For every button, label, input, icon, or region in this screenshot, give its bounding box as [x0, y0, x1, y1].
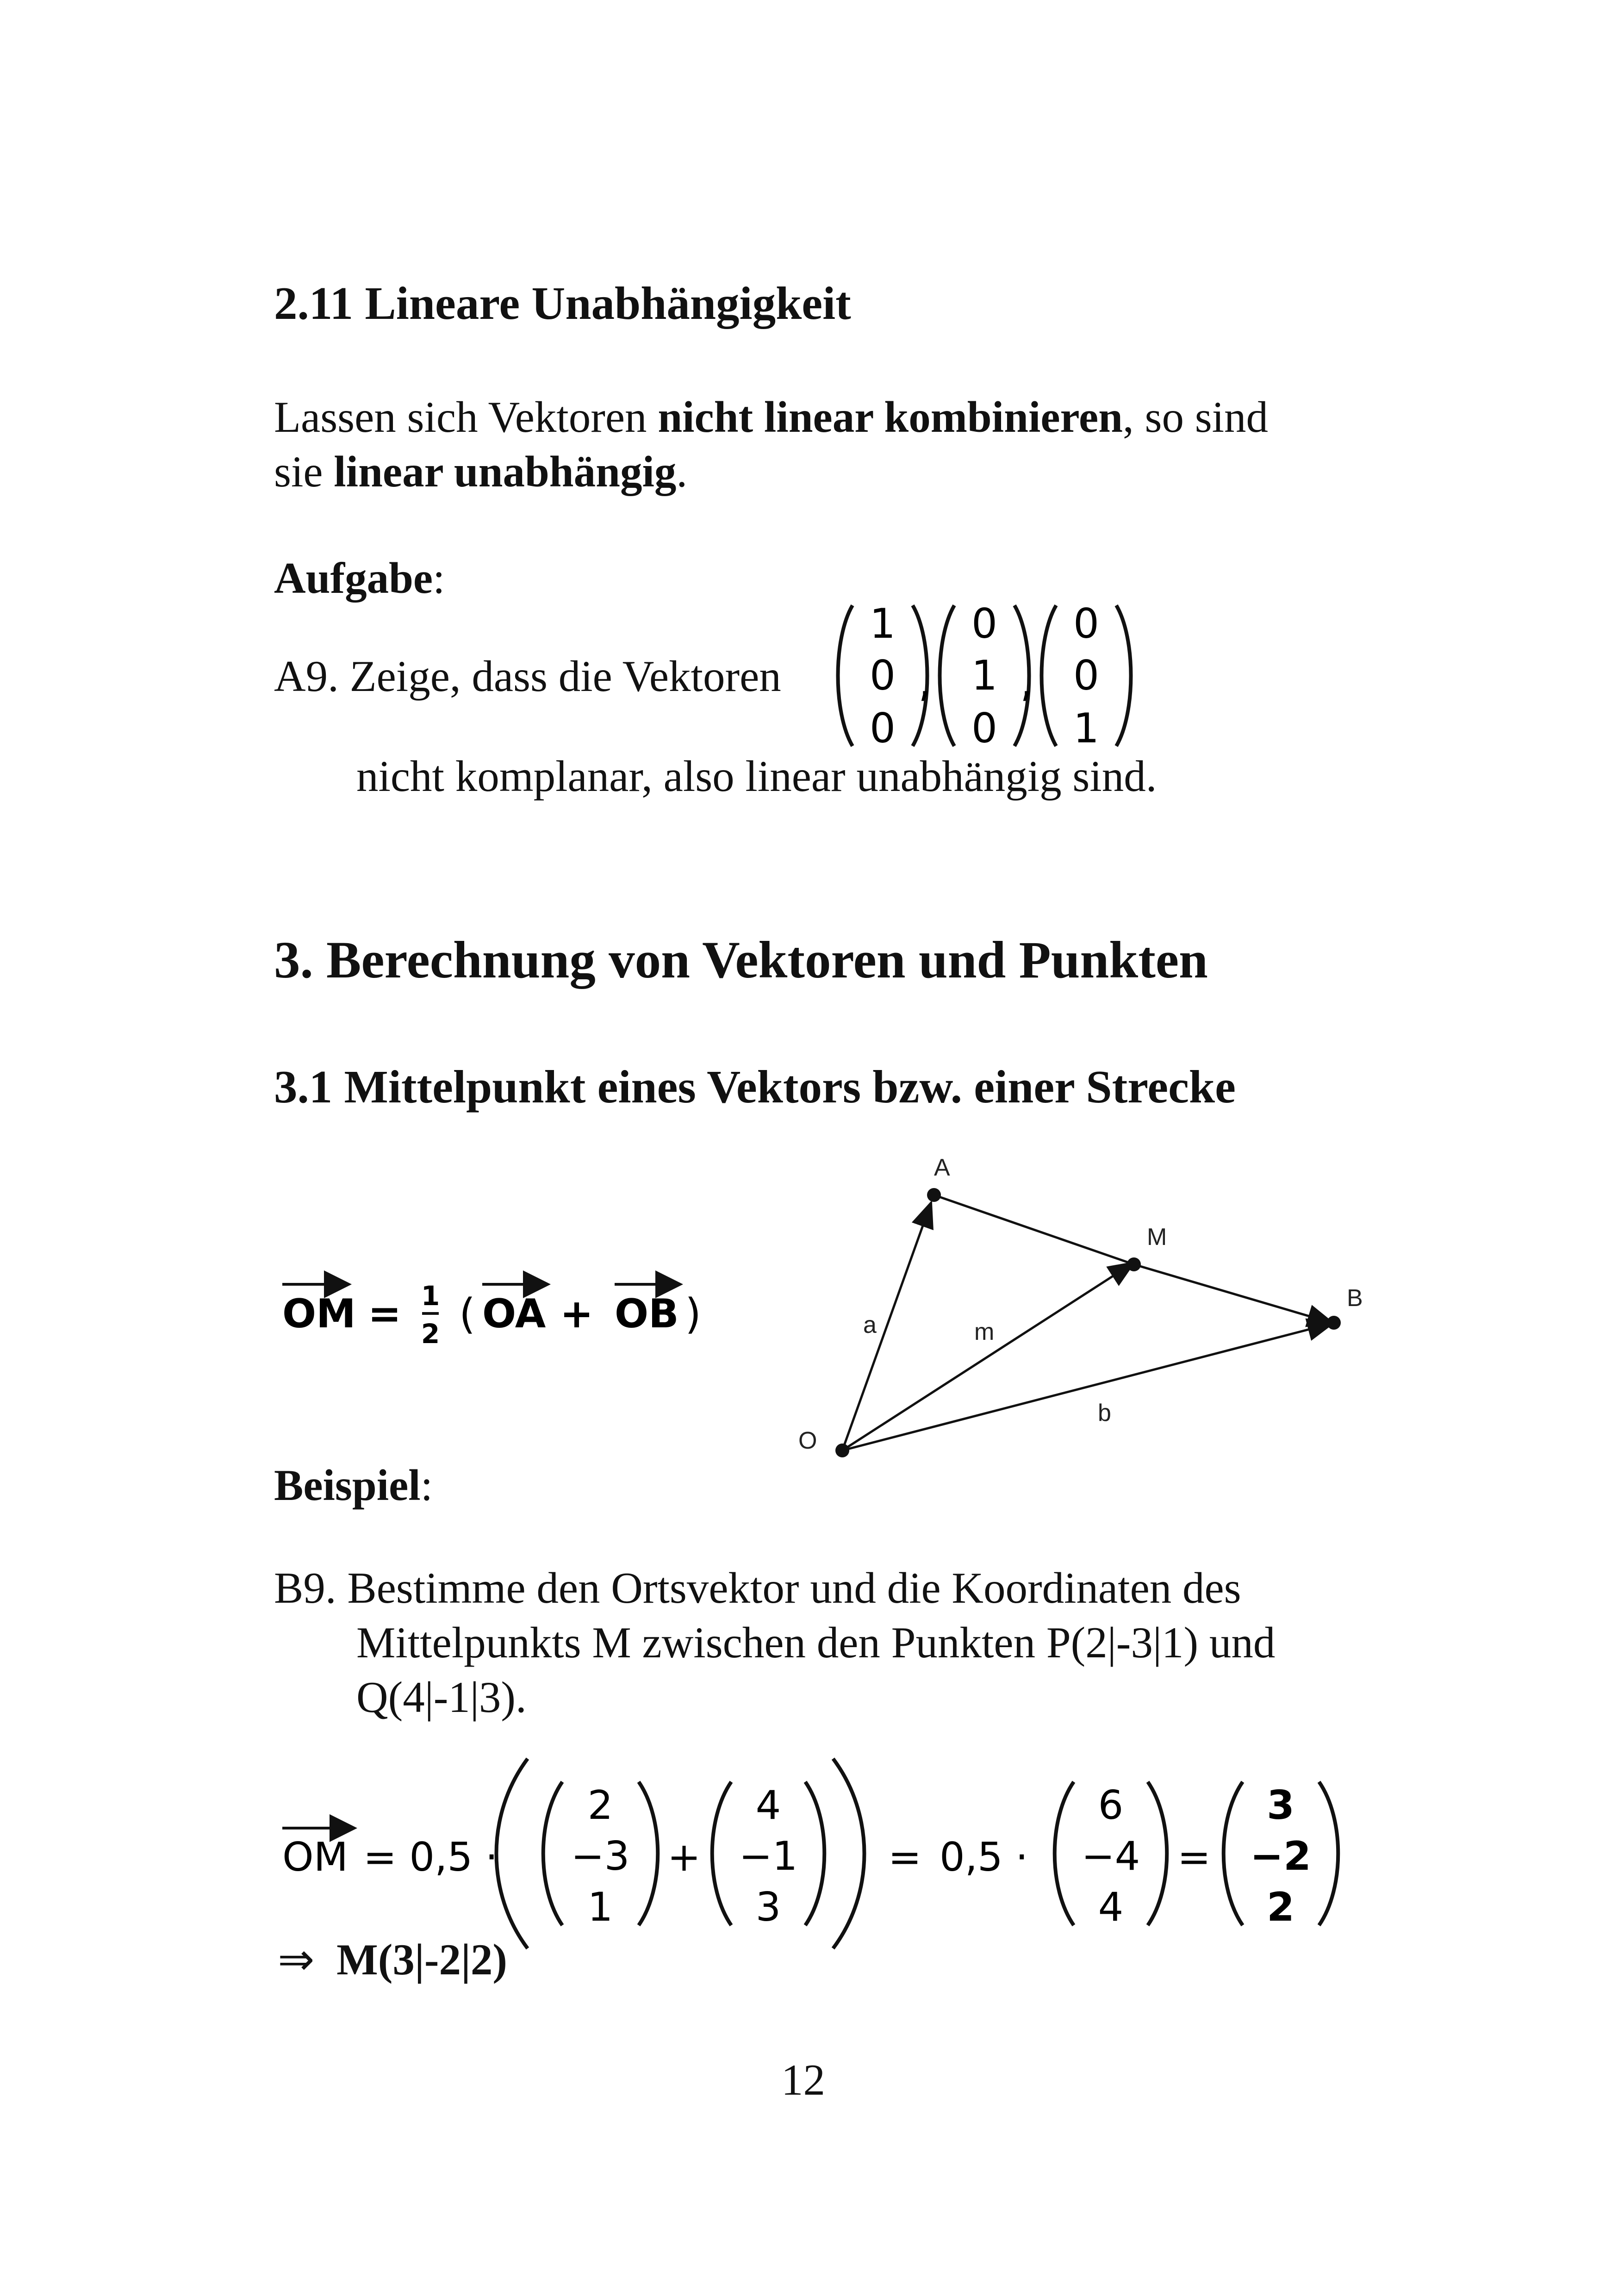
vector-result-right-paren [1319, 1782, 1338, 1925]
section-heading-3: 3. Berechnung von Vektoren und Punkten [274, 931, 1208, 989]
vector-q-y: −1 [739, 1833, 798, 1879]
calc-lhs: OM [282, 1834, 348, 1880]
formula-term-b: OB [615, 1291, 679, 1337]
point-a-dot [927, 1188, 941, 1202]
task-label [274, 551, 445, 606]
vector-separator: , [1020, 658, 1033, 706]
point-m-label: M [1147, 1224, 1167, 1251]
vector-q-z: 3 [755, 1884, 781, 1930]
midpoint-calculation [278, 1749, 1356, 1958]
vector-q-x: 4 [755, 1782, 781, 1829]
segment-mb [1134, 1264, 1333, 1323]
formula-fraction-denominator: 2 [421, 1318, 440, 1350]
paragraph-line-1 [274, 390, 1268, 445]
vector-separator: , [918, 658, 931, 706]
vector-1-z: 0 [870, 704, 896, 752]
section-heading-3-1: 3.1 Mittelpunkt eines Vektors bzw. einer Strecke [274, 1061, 1236, 1113]
vector-2-left-paren [940, 605, 955, 746]
example-label-colon: : [420, 1461, 433, 1510]
vector-p-right-paren [639, 1782, 658, 1925]
result-point: M(3|-2|2) [336, 1935, 508, 1984]
bold-span: linear unabhängig [334, 447, 677, 496]
vector-p-y: −3 [571, 1833, 630, 1879]
vector-p-left-paren [543, 1782, 562, 1925]
page-number: 12 [781, 2055, 825, 2104]
vector-2-x: 0 [971, 600, 997, 647]
point-o-label: O [798, 1427, 817, 1454]
vector-1-y: 0 [870, 652, 896, 699]
text-span: . [676, 447, 688, 496]
vector-1-x: 1 [870, 600, 896, 647]
formula-close-paren: ) [685, 1290, 702, 1338]
example-b9-line-2: Mittelpunkts M zwischen den Punkten P(2|-3|1) und [356, 1618, 1276, 1667]
point-m-dot [1127, 1257, 1141, 1271]
vector-1-left-paren [838, 605, 853, 746]
vector-sum-y: −4 [1081, 1833, 1140, 1879]
task-label-colon: : [433, 554, 445, 603]
vector-m-line [842, 1263, 1134, 1450]
vector-sum-left-paren [1055, 1782, 1074, 1925]
vector-p-x: 2 [587, 1782, 613, 1829]
bold-span: nicht linear kombinieren [658, 392, 1123, 442]
task-a9-line-2: nicht komplanar, also linear unabhängig sind. [356, 752, 1157, 801]
vector-3-x: 0 [1073, 600, 1099, 647]
midpoint-diagram [768, 1143, 1370, 1476]
vector-b-label: b [1098, 1400, 1111, 1426]
vector-sum-right-paren [1148, 1782, 1167, 1925]
calc-plus: + [667, 1834, 701, 1880]
section-heading-2-11: 2.11 Lineare Unabhängigkeit [274, 277, 851, 329]
vector-sum-z: 4 [1098, 1884, 1124, 1930]
segment-am [934, 1195, 1134, 1264]
outer-right-paren [833, 1759, 865, 1948]
vector-sum-x: 6 [1098, 1782, 1124, 1829]
point-o-dot [835, 1444, 849, 1457]
formula-term-a: OA [482, 1291, 546, 1337]
paragraph-line-2 [274, 444, 687, 499]
vector-3-right-paren [1116, 605, 1131, 746]
text-span: , so sind [1122, 392, 1269, 442]
vector-2-z: 0 [971, 704, 997, 752]
text-span: Lassen sich Vektoren [274, 392, 658, 442]
vector-2-y: 1 [971, 652, 997, 699]
text-span: sie [274, 447, 334, 496]
vector-result-z: 2 [1267, 1884, 1294, 1930]
formula-equals: = [368, 1291, 402, 1337]
vector-result-left-paren [1224, 1782, 1243, 1925]
outer-left-paren [497, 1759, 528, 1948]
calc-equals-factor: = 0,5 · [363, 1834, 498, 1880]
vector-3-left-paren [1042, 605, 1057, 746]
unit-vectors [824, 597, 1148, 754]
example-b9-line-3: Q(4|-1|3). [356, 1673, 527, 1722]
vector-m-label: m [974, 1319, 995, 1345]
vector-3-z: 1 [1073, 704, 1099, 752]
vector-b-line [842, 1323, 1333, 1450]
point-b-label: B [1347, 1285, 1363, 1312]
calc-factor-2: 0,5 · [940, 1834, 1028, 1880]
formula-open-paren: ( [459, 1290, 476, 1338]
point-a-label: A [934, 1154, 950, 1181]
implies-icon: ⇒ [278, 1934, 315, 1985]
example-label [274, 1458, 433, 1513]
task-label-text: Aufgabe [274, 554, 433, 603]
result-line [278, 1932, 507, 1987]
formula-lhs: OM [282, 1291, 356, 1337]
task-a9-line-1: A9. Zeige, dass die Vektoren [274, 652, 781, 701]
calc-equals-3: = [1177, 1834, 1211, 1880]
vector-a-label: a [863, 1312, 877, 1338]
example-label-text: Beispiel [274, 1461, 421, 1510]
vector-a-line [842, 1202, 931, 1450]
formula-fraction-numerator: 1 [421, 1280, 440, 1312]
vector-result-y: −2 [1250, 1833, 1311, 1879]
vector-q-left-paren [712, 1782, 731, 1925]
vector-q-right-paren [805, 1782, 824, 1925]
vector-3-y: 0 [1073, 652, 1099, 699]
example-b9-line-1: B9. Bestimme den Ortsvektor und die Koordinaten des [274, 1563, 1241, 1612]
vector-result-x: 3 [1267, 1782, 1294, 1829]
vector-p-z: 1 [587, 1884, 613, 1930]
calc-equals-2: = [888, 1834, 922, 1880]
formula-plus: + [560, 1291, 594, 1337]
midpoint-formula [278, 1263, 722, 1370]
point-b-dot [1327, 1316, 1341, 1330]
